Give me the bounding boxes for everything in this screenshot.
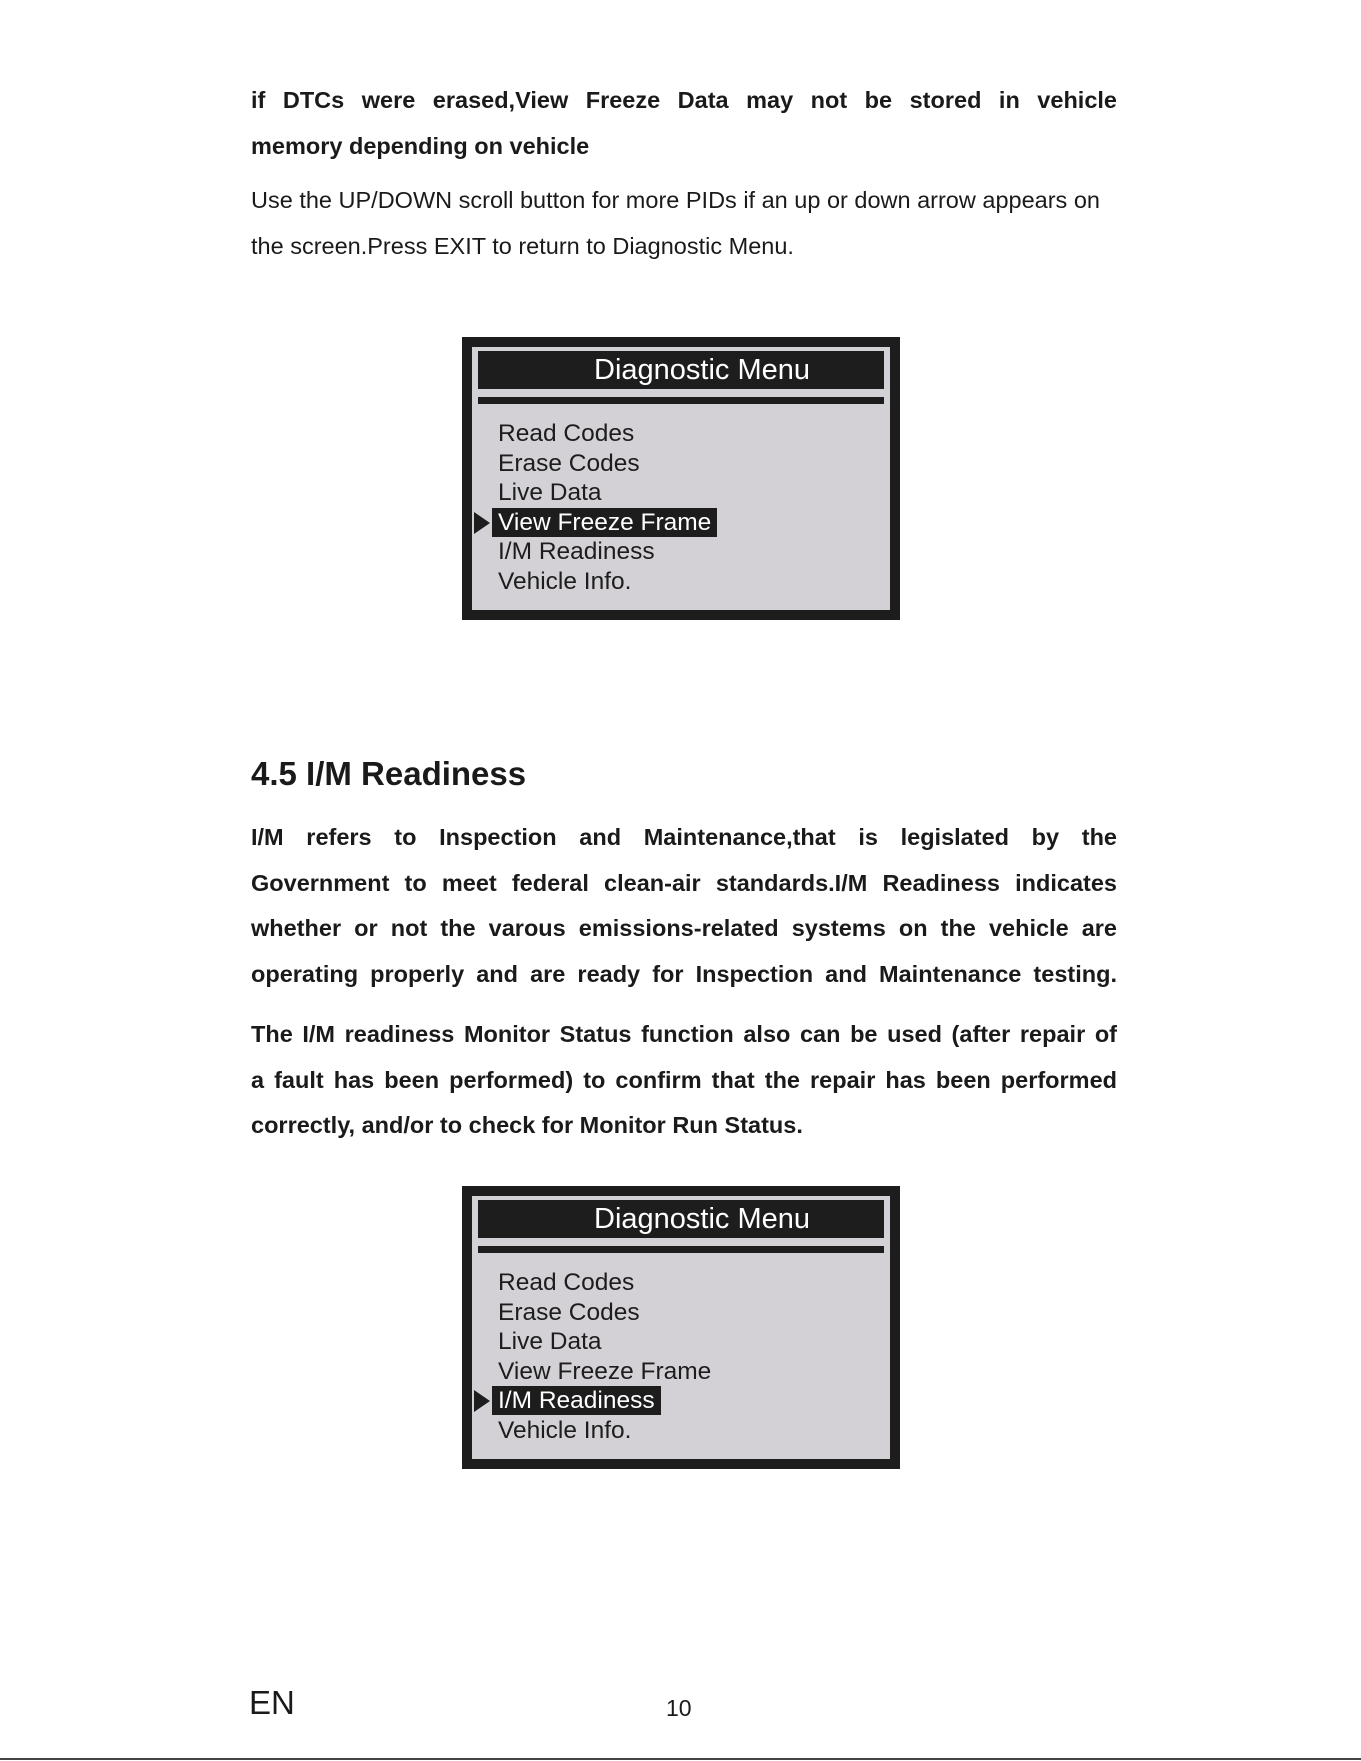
text-line: a fault has been performed) to confirm that the repair has been performed [251,1066,1117,1093]
menu-list [472,1268,890,1445]
screen-title: Diagnostic Menu [478,1200,884,1238]
menu-item-im-readiness[interactable] [472,1386,890,1416]
text-line: Use the UP/DOWN scroll button for more PIDs if an up or down arrow appears on [251,187,1100,213]
menu-item-vehicle-info[interactable] [472,1416,890,1446]
screen-title: Diagnostic Menu [478,351,884,389]
menu-item-vehicle-info[interactable] [472,567,890,597]
language-label: EN [249,1684,295,1721]
im-definition-paragraph [251,815,1117,997]
scroll-instruction [251,178,1151,269]
menu-item-label: Erase Codes [498,1298,640,1326]
menu-list [472,419,890,596]
selection-arrow-icon [474,512,490,534]
menu-item-view-freeze-frame[interactable] [472,508,890,538]
text-line: The I/M readiness Monitor Status function also can be used (after repair of [251,1021,1117,1047]
text-line: I/M refers to Inspection and Maintenance,that is legislated by the [251,824,1117,850]
screen-display [472,1196,890,1459]
menu-item-live-data[interactable] [472,1327,890,1357]
menu-item-label: Live Data [498,1328,602,1355]
page-number: 10 [666,1695,692,1721]
text-line: if DTCs were erased,View Freeze Data may not be stored in vehicle [251,87,1117,113]
menu-item-label: Live Data [498,479,602,506]
menu-item-live-data[interactable] [472,478,890,508]
menu-item-read-codes[interactable] [472,1268,890,1298]
menu-item-label: Read Codes [498,1269,635,1296]
diagnostic-menu-screen-1 [462,337,900,620]
section-heading: 4.5 I/M Readiness [251,755,527,792]
diagnostic-menu-screen-2 [462,1186,900,1469]
menu-item-label: Vehicle Info. [498,567,632,595]
text-line: Government to meet federal clean-air standards.I/M Readiness indicates [251,869,1117,896]
text-line: correctly, and/or to check for Monitor Run Status. [251,1112,803,1138]
menu-item-im-readiness[interactable] [472,537,890,567]
menu-item-label: Vehicle Info. [498,1416,632,1444]
text-line: the screen.Press EXIT to return to Diagnostic Menu. [251,232,794,259]
screen-display [472,347,890,610]
menu-item-erase-codes[interactable] [472,449,890,479]
menu-item-view-freeze-frame[interactable] [472,1357,890,1387]
menu-item-label: View Freeze Frame [492,508,717,537]
text-line: memory depending on vehicle [251,132,590,159]
menu-item-label: Erase Codes [498,449,640,477]
menu-item-label: Read Codes [498,420,635,447]
title-divider [478,397,884,404]
bottom-border [0,1758,1361,1760]
freeze-data-note [251,78,1117,169]
menu-item-read-codes[interactable] [472,419,890,449]
monitor-status-paragraph [251,1012,1117,1149]
menu-item-label: View Freeze Frame [498,1357,712,1385]
title-divider [478,1246,884,1253]
selection-arrow-icon [474,1390,490,1412]
text-line: operating properly and are ready for Inspection and Maintenance testing. [251,960,1117,987]
menu-item-label: I/M Readiness [492,1386,661,1415]
menu-item-label: I/M Readiness [498,538,655,565]
text-line: whether or not the varous emissions-related systems on the vehicle are [251,915,1117,941]
menu-item-erase-codes[interactable] [472,1298,890,1328]
